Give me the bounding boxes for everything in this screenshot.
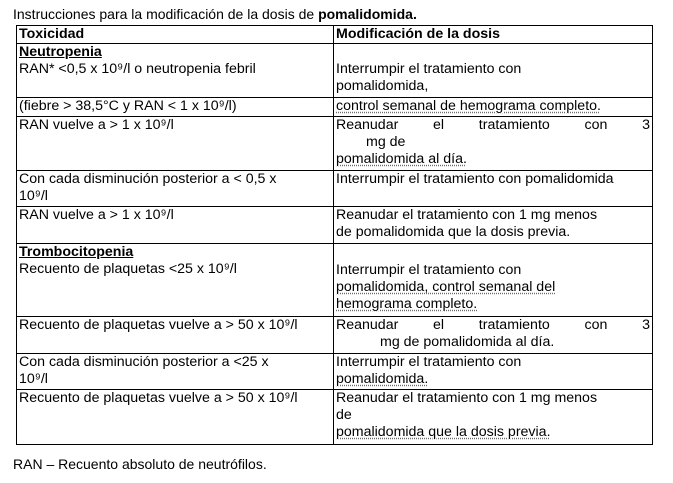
cell-text: pomalidomida, control semanal del xyxy=(336,279,556,295)
title-text: Instrucciones para la modificación de la dosis de xyxy=(13,6,319,22)
cell-text: Reanudar el tratamiento con 1 mg menos xyxy=(336,207,598,223)
toxicity-cell xyxy=(17,354,334,390)
toxicity-cell: RAN vuelve a > 1 x 10⁹/l xyxy=(17,207,334,244)
section-heading-thrombocytopenia: Trombocitopenia xyxy=(19,244,134,260)
cell-text: pomalidomida al día. xyxy=(336,151,467,167)
cell-text: pomalidomida, xyxy=(336,78,429,94)
section-heading-neutropenia: Neutropenia xyxy=(19,44,102,60)
cell-text: hemograma completo. xyxy=(336,296,478,312)
cell-text: 10⁹/l xyxy=(19,371,48,387)
cell-text: Reanudar el tratamiento con 3 xyxy=(336,317,650,333)
table-row xyxy=(17,244,653,317)
cell-text: Reanudar el tratamiento con 1 mg menos xyxy=(336,390,598,406)
footnote: RAN – Recuento absoluto de neutrófilos. xyxy=(13,456,267,472)
toxicity-cell: Recuento de plaquetas vuelve a > 50 x 10⁹/l xyxy=(17,390,334,445)
cell-text: Con cada disminución posterior a <25 x xyxy=(19,354,269,370)
modification-cell xyxy=(334,317,653,354)
modification-cell: Interrumpir el tratamiento con pomalidomida xyxy=(334,171,653,207)
modification-cell xyxy=(334,390,653,445)
cell-text: pomalidomida que la dosis previa. xyxy=(336,424,551,440)
toxicity-cell xyxy=(17,171,334,207)
toxicity-cell xyxy=(17,44,334,98)
cell-text: Interrumpir el tratamiento con xyxy=(336,61,522,77)
table-header-row xyxy=(17,26,653,44)
table-row xyxy=(17,44,653,98)
header-toxicity: Toxicidad xyxy=(17,26,334,44)
table-row xyxy=(17,317,653,354)
modification-cell xyxy=(334,207,653,244)
modification-cell xyxy=(334,117,653,171)
modification-cell xyxy=(334,44,653,98)
toxicity-cell xyxy=(17,244,334,317)
toxicity-cell: Recuento de plaquetas vuelve a > 50 x 10⁹/l xyxy=(17,317,334,354)
dose-modification-table xyxy=(16,25,653,445)
modification-cell xyxy=(334,98,653,117)
table-row xyxy=(17,207,653,244)
cell-text: mg de xyxy=(366,134,406,150)
toxicity-cell: (fiebre > 38,5°C y RAN < 1 x 10⁹/l) xyxy=(17,98,334,117)
cell-text: pomalidomida. xyxy=(336,371,429,387)
modification-cell xyxy=(334,354,653,390)
header-modification: Modificación de la dosis xyxy=(334,26,653,44)
cell-text: Recuento de plaquetas <25 x 10⁹/l xyxy=(19,261,237,277)
cell-text: control semanal de hemograma completo. xyxy=(336,98,601,114)
cell-text: de pomalidomida que la dosis previa. xyxy=(336,224,571,240)
cell-text: 10⁹/l xyxy=(19,188,48,204)
table-row xyxy=(17,354,653,390)
cell-text: mg de pomalidomida al día. xyxy=(380,334,555,350)
table-row xyxy=(17,390,653,445)
toxicity-cell: RAN vuelve a > 1 x 10⁹/l xyxy=(17,117,334,171)
table-row xyxy=(17,98,653,117)
cell-text: Reanudar el tratamiento con 3 xyxy=(336,117,650,133)
cell-text: Con cada disminución posterior a < 0,5 x xyxy=(19,171,277,187)
cell-text: Interrumpir el tratamiento con xyxy=(336,262,522,278)
cell-text: Interrumpir el tratamiento con xyxy=(336,354,522,370)
title-drug-name: pomalidomida. xyxy=(318,6,417,22)
table-row xyxy=(17,171,653,207)
cell-text: de xyxy=(336,407,352,423)
table-row xyxy=(17,117,653,171)
document-title xyxy=(13,5,417,23)
cell-text: RAN* <0,5 x 10⁹/l o neutropenia febril xyxy=(19,61,256,77)
modification-cell xyxy=(334,244,653,317)
